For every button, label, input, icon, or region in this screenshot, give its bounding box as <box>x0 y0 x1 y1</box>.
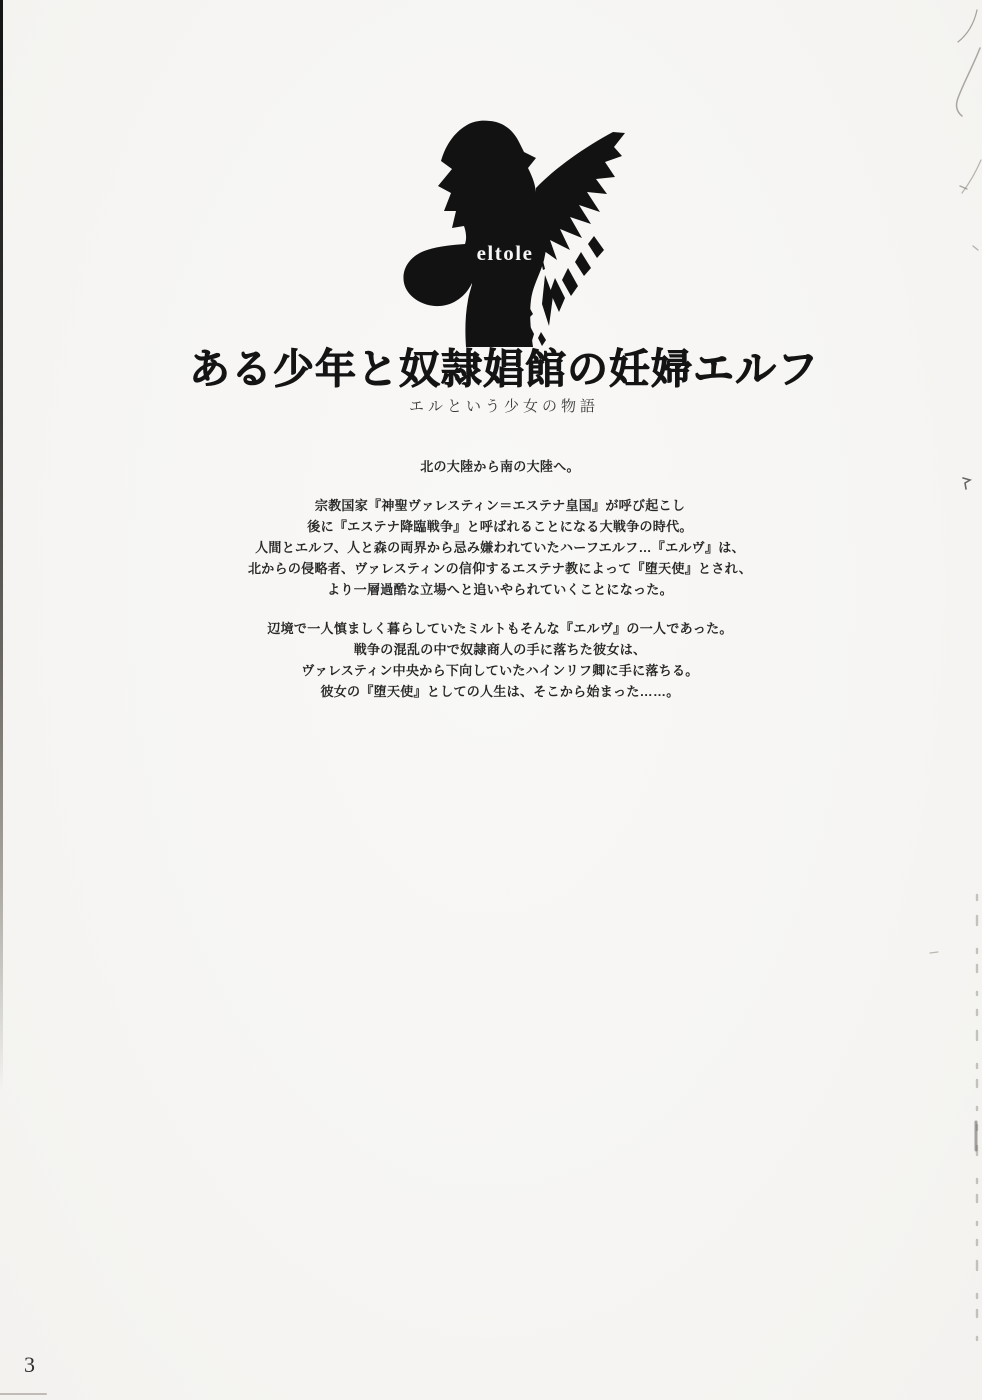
body-text-line: 宗教国家『神聖ヴァレスティン＝エステナ皇国』が呼び起こし <box>314 498 686 513</box>
scan-hair-artifact <box>962 160 981 193</box>
page-binding-edge <box>0 0 3 1400</box>
scan-speck <box>930 952 938 953</box>
body-text-line: 北の大陸から南の大陸へ。 <box>420 459 580 474</box>
body-text-line: 人間とエルフ、人と森の両界から忌み嫌われていたハーフエルフ…『エルヴ』は、 <box>255 540 745 555</box>
body-text-line: 後に『エステナ降臨戦争』と呼ばれることになる大戦争の時代。 <box>307 519 693 534</box>
page-title: ある少年と奴隷娼館の妊婦エルフ <box>189 346 819 392</box>
body-text-line: 彼女の『堕天使』としての人生は、そこから始まった……。 <box>320 684 680 699</box>
scan-speck <box>973 246 978 250</box>
body-text-line: 辺境で一人慎ましく暮らしていたミルトもそんな『エルヴ』の一人であった。 <box>267 621 733 636</box>
female-figure-silhouette <box>403 121 547 347</box>
body-paragraph <box>18 495 982 600</box>
body-text-line: ヴァレスティン中央から下向していたハインリフ卿に手に落ちる。 <box>301 663 699 678</box>
body-paragraph <box>18 618 982 702</box>
logo-text: eltole <box>476 241 534 265</box>
eltole-logo-silhouette <box>395 100 665 350</box>
body-text-line: 北からの侵略者、ヴァレスティンの信仰するエステナ教によって『堕天使』とされ、 <box>247 561 753 576</box>
body-text-line: 戦争の混乱の中で奴隷商人の手に落ちた彼女は、 <box>353 642 647 657</box>
body-text-line: より一層過酷な立場へと追いやられていくことになった。 <box>327 582 673 597</box>
story-body-text <box>18 456 982 720</box>
page-subtitle: エルという少女の物語 <box>408 398 599 415</box>
scan-hair-artifact <box>958 10 977 42</box>
page-number: 3 <box>24 1352 35 1377</box>
body-paragraph <box>18 456 982 477</box>
scan-speck <box>960 186 967 189</box>
scan-hair-artifact <box>957 48 980 116</box>
